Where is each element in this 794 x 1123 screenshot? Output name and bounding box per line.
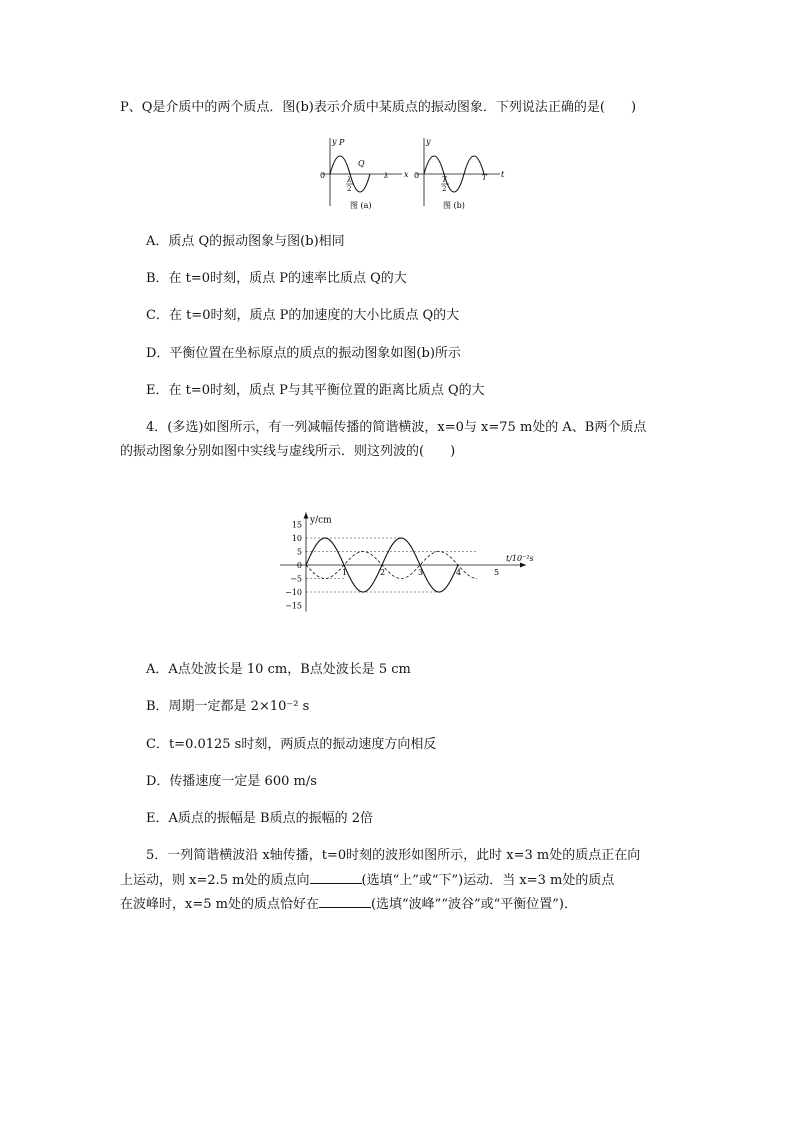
q4-chart-ytick-label: −15 <box>285 601 302 611</box>
q4-chart-xtick-label: 5 <box>494 568 500 577</box>
fig-a-p: P <box>339 138 345 147</box>
q3-option-c: C．在 t=0时刻，质点 P的加速度的大小比质点 Q的大 <box>146 308 460 323</box>
q4-chart-ytick-label: 15 <box>291 520 302 530</box>
q4-chart-ytick-label: −10 <box>285 588 302 597</box>
q5-line3-a: 在波峰时，x=5 m处的质点恰好在 <box>120 897 319 912</box>
q4-chart-xlabel: t/10⁻²s <box>506 554 534 563</box>
q4-chart-xtick-label: 1 <box>342 568 348 577</box>
q3-option-d: D．平衡位置在坐标原点的质点的振动图象如图(b)所示 <box>146 346 461 361</box>
q3-figures <box>310 134 510 216</box>
fig-a-origin: 0 <box>320 171 326 180</box>
q4-stem-line1: 4．(多选)如图所示，有一列减幅传播的简谐横波，x=0与 x=75 m处的 A、B两个质点 <box>146 420 647 435</box>
q4-option-a: A．A点处波长是 10 cm，B点处波长是 5 cm <box>146 662 411 677</box>
q4-chart-xtick-label: 2 <box>380 568 386 577</box>
fig-a-ylabel: y <box>332 137 337 146</box>
q5-line2 <box>120 871 614 890</box>
q4-chart <box>276 483 546 633</box>
fig-b-origin: 0 <box>414 171 420 180</box>
q5-line3-b: (选填“波峰”“波谷”或“平衡位置”)． <box>370 897 577 912</box>
q4-chart-ytick-label: −5 <box>290 574 302 584</box>
fig-a-xlabel: x <box>404 170 409 179</box>
fig-b-ylabel: y <box>426 137 431 146</box>
fig-b-t-half-num: T <box>442 176 447 184</box>
q4-chart-ytick-label: 10 <box>291 534 302 543</box>
fig-a-lam-half-den: 2 <box>347 185 352 193</box>
q4-stem-line2: 的振动图象分别如图中实线与虚线所示．则这列波的( ) <box>120 444 456 459</box>
q4-chart-xtick-label: 3 <box>418 568 424 577</box>
q4-chart-x-arrow <box>520 563 526 568</box>
fig-a-lam: λ <box>384 172 389 180</box>
q4-option-b: B．周期一定都是 2×10⁻² s <box>146 699 310 714</box>
q5-blank-1[interactable] <box>310 871 362 884</box>
q4-chart-ytick-label: 5 <box>296 547 302 557</box>
fig-b-t: T <box>482 174 487 182</box>
q4-option-e: E．A质点的振幅是 B质点的振幅的 2倍 <box>146 811 373 826</box>
q4-option-d: D．传播速度一定是 600 m/s <box>146 774 317 789</box>
fig-a-lam-half-num: λ <box>347 176 352 184</box>
q4-chart-xtick-label: 4 <box>456 568 462 577</box>
q5-line2-b: (选填“上”或“下”)运动．当 x=3 m处的质点 <box>361 873 615 888</box>
q3-option-b: B．在 t=0时刻，质点 P的速率比质点 Q的大 <box>146 271 407 286</box>
q5-line1: 5．一列简谐横波沿 x轴传播，t=0时刻的波形如图所示，此时 x=3 m处的质点正在向 <box>146 848 641 863</box>
q3-option-a: A．质点 Q的振动图象与图(b)相同 <box>146 234 345 249</box>
q4-chart-ylabel: y/cm <box>310 515 332 526</box>
q5-line2-a: 上运动，则 x=2.5 m处的质点向 <box>120 873 310 888</box>
fig-b-caption: 图 (b) <box>443 201 465 210</box>
q4-option-c: C．t=0.0125 s时刻，两质点的振动速度方向相反 <box>146 737 437 752</box>
fig-b-t-half-den: 2 <box>442 185 447 193</box>
fig-a-caption: 图 (a) <box>350 201 372 210</box>
q5-blank-2[interactable] <box>319 895 371 908</box>
q3-stem: P、Q是介质中的两个质点．图(b)表示介质中某质点的振动图象．下列说法正确的是( ) <box>120 100 637 115</box>
q3-option-e: E．在 t=0时刻，质点 P与其平衡位置的距离比质点 Q的大 <box>146 383 485 398</box>
q4-chart-y-arrow <box>304 513 309 519</box>
q5-line3 <box>120 895 577 914</box>
fig-a-q: Q <box>358 159 365 168</box>
q4-chart-ytick-label: 0 <box>296 561 302 570</box>
fig-b-tlabel: t <box>501 170 505 179</box>
